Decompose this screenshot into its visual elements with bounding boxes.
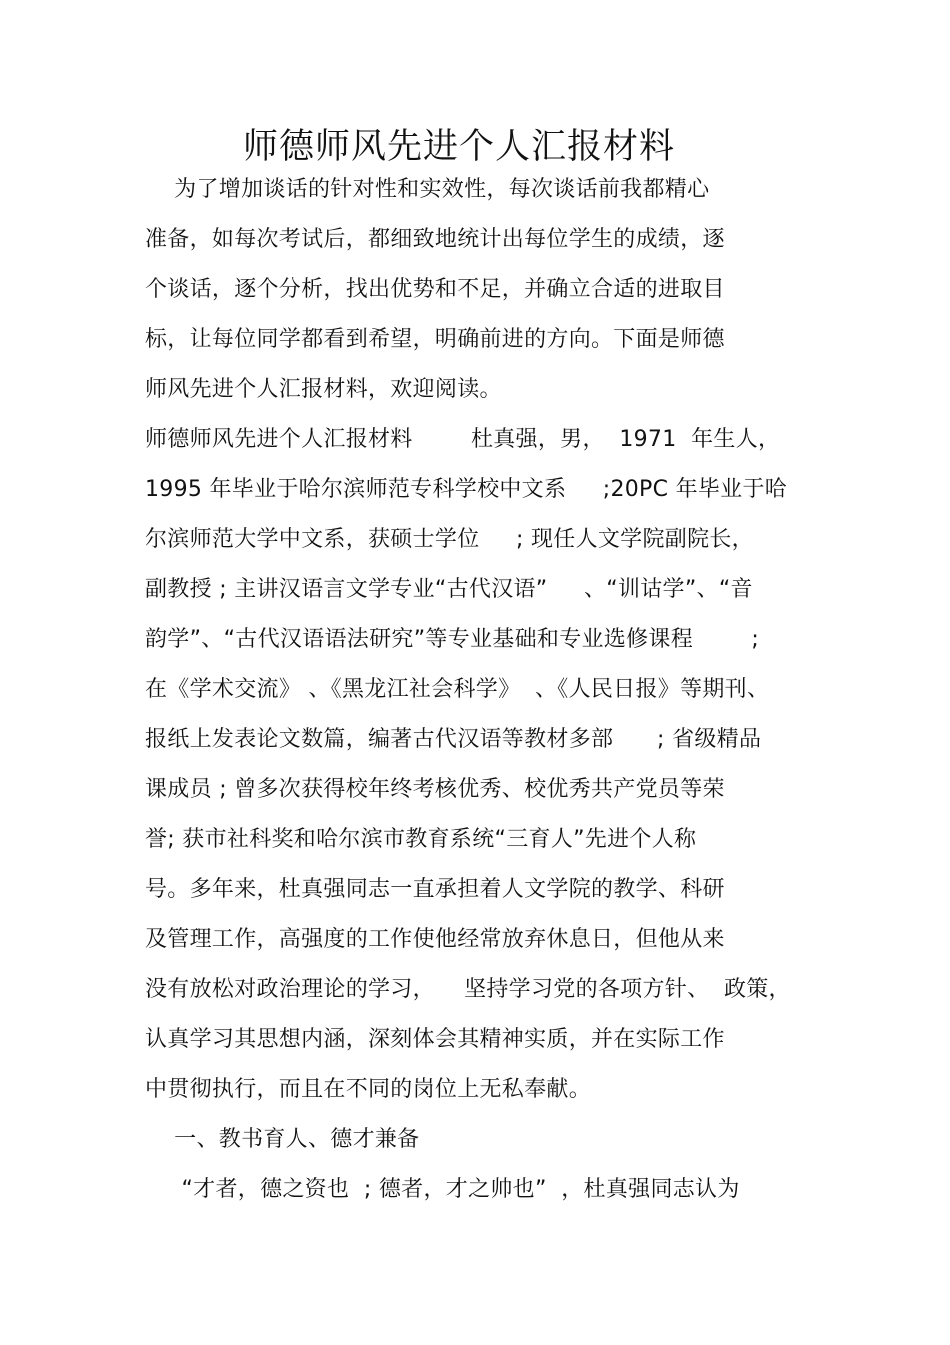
- paragraph-line: 1995 年毕业于哈尔滨师范专科学校中文系 ;20PC 年毕业于哈: [145, 477, 788, 502]
- paragraph-line: 师德师风先进个人汇报材料 杜真强，男， 1971 年生人，: [145, 427, 781, 452]
- paragraph-line: 号。多年来，杜真强同志一直承担着人文学院的教学、科研: [145, 877, 725, 902]
- paragraph-line: 为了增加谈话的针对性和实效性，每次谈话前我都精心: [145, 177, 710, 202]
- paragraph-line: “才者，德之资也 ; 德者，才之帅也” ，杜真强同志认为: [145, 1177, 740, 1202]
- paragraph-line: 及管理工作，高强度的工作使他经常放弃休息日，但他从来: [145, 927, 725, 952]
- paragraph-line: 誉; 获市社科奖和哈尔滨市教育系统“三育人”先进个人称: [145, 827, 697, 852]
- paragraph-line: 中贯彻执行，而且在不同的岗位上无私奉献。: [145, 1077, 592, 1102]
- document-title: 师德师风先进个人汇报材料: [242, 127, 675, 167]
- paragraph-line: 韵学”、“古代汉语语法研究”等专业基础和专业选修课程 ;: [145, 627, 760, 652]
- paragraph-line: 标，让每位同学都看到希望，明确前进的方向。下面是师德: [145, 327, 725, 352]
- paragraph-line: 副教授 ; 主讲汉语言文学专业“古代汉语” 、“训诂学”、“音: [145, 577, 753, 602]
- paragraph-line: 认真学习其思想内涵，深刻体会其精神实质，并在实际工作: [145, 1027, 725, 1052]
- paragraph-line: 报纸上发表论文数篇，编著古代汉语等教材多部 ; 省级精品: [145, 727, 762, 752]
- paragraph-line: 尔滨师范大学中文系，获硕士学位 ; 现任人文学院副院长，: [145, 527, 754, 552]
- paragraph-line: 师风先进个人汇报材料，欢迎阅读。: [145, 377, 502, 402]
- paragraph-line: 在《学术交流》 、《黑龙江社会科学》 、《人民日报》等期刊、: [145, 677, 770, 702]
- paragraph-line: 个谈话，逐个分析，找出优势和不足，并确立合适的进取目: [145, 277, 725, 302]
- section-heading: 一、教书育人、德才兼备: [145, 1127, 420, 1152]
- paragraph-line: 课成员 ; 曾多次获得校年终考核优秀、校优秀共产党员等荣: [145, 777, 725, 802]
- paragraph-line: 没有放松对政治理论的学习， 坚持学习党的各项方针、 政策，: [145, 977, 791, 1002]
- paragraph-line: 准备，如每次考试后，都细致地统计出每位学生的成绩，逐: [145, 227, 725, 252]
